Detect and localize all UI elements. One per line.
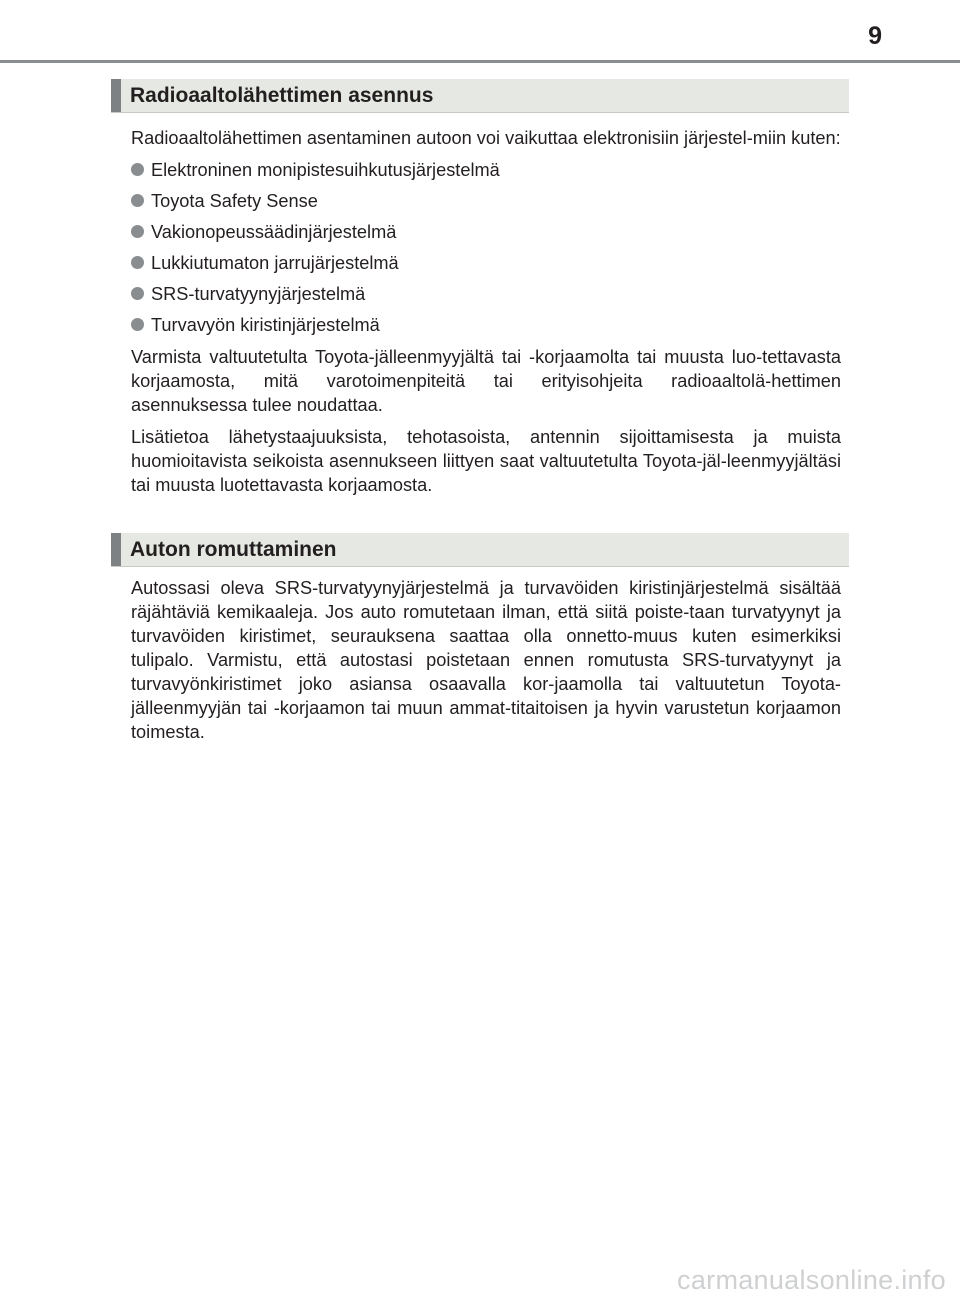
bullet-icon <box>131 163 144 176</box>
page-number: 9 <box>868 22 882 50</box>
heading-accent-bar <box>111 79 121 112</box>
section-heading-scrapping <box>111 533 849 567</box>
section-title: Radioaaltolähettimen asennus <box>130 84 434 107</box>
list-item: Vakionopeussäädinjärjestelmä <box>131 220 841 244</box>
bullet-icon <box>131 256 144 269</box>
header-rule <box>0 60 960 63</box>
heading-accent-bar <box>111 533 121 566</box>
affected-systems-list <box>131 158 841 337</box>
bullet-icon <box>131 225 144 238</box>
bullet-icon <box>131 287 144 300</box>
bullet-icon <box>131 194 144 207</box>
bullet-icon <box>131 318 144 331</box>
section-body-radio-transmitter <box>131 126 841 497</box>
section-title: Auton romuttaminen <box>130 538 337 561</box>
list-item: Lukkiutumaton jarrujärjestelmä <box>131 251 841 275</box>
list-item: Elektroninen monipistesuihkutusjärjestelmä <box>131 158 841 182</box>
list-item: Toyota Safety Sense <box>131 189 841 213</box>
section-body-scrapping <box>131 576 841 744</box>
list-item: Turvavyön kiristinjärjestelmä <box>131 313 841 337</box>
body-paragraph: Lisätietoa lähetystaajuuksista, tehotasoista, antennin sijoittamisesta ja muista huomioitavista seikoista asennukseen liittyen saat valtuutetulta Toyota-jäl-leenmyyjältäsi tai muusta luotettavasta korjaamosta. <box>131 427 841 495</box>
body-paragraph: Varmista valtuutetulta Toyota-jälleenmyyjältä tai -korjaamolta tai muusta luo-tettavasta korjaamosta, mitä varotoimenpiteitä tai erityisohjeita radioaaltolä-hettimen asennuksessa tulee noudattaa. <box>131 347 841 415</box>
body-paragraph: Autossasi oleva SRS-turvatyynyjärjestelmä ja turvavöiden kiristinjärjestelmä sisältää räjähtäviä kemikaaleja. Jos auto romutetaan ilman, että siitä poiste-taan turvatyynyt ja turvavöiden kiristimet, seurauksena saattaa olla onnetto-muus kuten esimerkiksi tulipalo. Varmistu, että autostasi poistetaan ennen romutusta SRS-turvatyynyt ja turvavyönkiristimet joko asiansa osaavalla kor-jaamolla tai valtuutetun Toyota-jälleenmyyjän tai -korjaamon tai muun ammat-titaitoisen ja hyvin varustetun korjaamon toimesta. <box>131 578 841 742</box>
intro-paragraph: Radioaaltolähettimen asentaminen autoon voi vaikuttaa elektronisiin järjestel-miin kuten: <box>131 128 841 148</box>
watermark-text: carmanualsonline.info <box>677 1265 946 1295</box>
section-heading-radio-transmitter <box>111 79 849 113</box>
list-item: SRS-turvatyynyjärjestelmä <box>131 282 841 306</box>
